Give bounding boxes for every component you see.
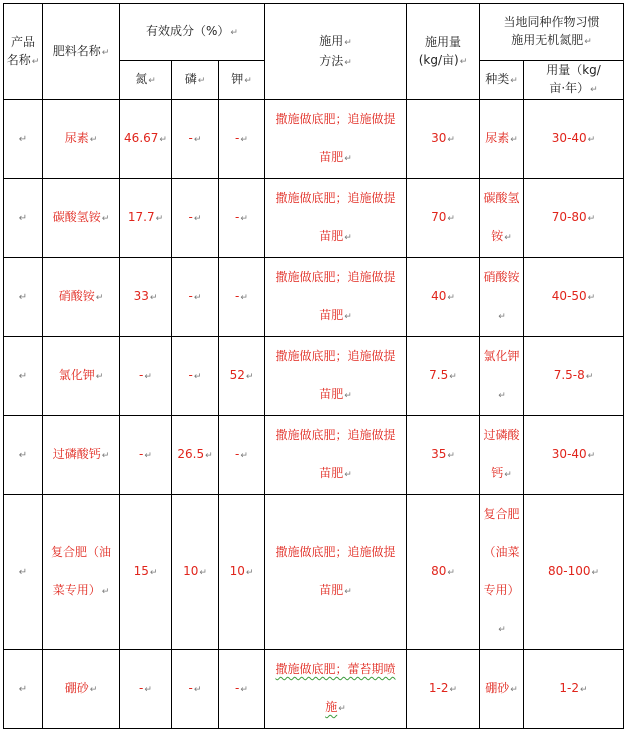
paragraph-mark: ↵ bbox=[587, 135, 596, 145]
k-value: - bbox=[235, 131, 240, 145]
fertilizer-name-cell bbox=[43, 337, 120, 416]
product-name-cell bbox=[4, 179, 43, 258]
phosphorus-cell bbox=[172, 650, 219, 729]
paragraph-mark: ↵ bbox=[18, 449, 28, 461]
paragraph-mark: ↵ bbox=[240, 451, 248, 461]
potassium-cell bbox=[219, 495, 265, 650]
potassium-cell bbox=[219, 416, 265, 495]
paragraph-mark: ↵ bbox=[193, 214, 202, 224]
application-method-cell bbox=[265, 179, 407, 258]
phosphorus-cell bbox=[172, 100, 219, 179]
table-row bbox=[4, 650, 624, 729]
application-method: 苗肥 bbox=[319, 308, 344, 322]
paragraph-mark: ↵ bbox=[155, 214, 164, 224]
paragraph-mark: ↵ bbox=[449, 372, 457, 382]
header-type: 种类↵ bbox=[480, 61, 524, 100]
paragraph-mark: ↵ bbox=[344, 587, 352, 597]
habit-amount-cell bbox=[524, 495, 624, 650]
paragraph-mark: ↵ bbox=[149, 293, 158, 303]
application-method: 苗肥 bbox=[319, 583, 344, 597]
paragraph-mark: ↵ bbox=[144, 372, 152, 382]
application-method: 撒施做底肥；追施做提 bbox=[275, 270, 396, 284]
header-fertilizer-name: 肥料名称↵ bbox=[43, 4, 120, 100]
application-method: 撒施做底肥；追施做提 bbox=[275, 349, 396, 363]
application-method: 苗肥 bbox=[319, 229, 344, 243]
habit-type: 复合肥 bbox=[483, 507, 520, 521]
paragraph-mark: ↵ bbox=[240, 135, 248, 145]
paragraph-mark: ↵ bbox=[240, 214, 248, 224]
fertilizer-name: 硼砂 bbox=[64, 681, 89, 695]
habit-type-cell bbox=[480, 495, 524, 650]
application-method-cell bbox=[265, 258, 407, 337]
n-value: - bbox=[139, 447, 144, 461]
application-amount-cell bbox=[407, 416, 480, 495]
application-method-cell bbox=[265, 650, 407, 729]
nitrogen-cell bbox=[120, 179, 172, 258]
table-row bbox=[4, 416, 624, 495]
nitrogen-cell bbox=[120, 258, 172, 337]
paragraph-mark: ↵ bbox=[447, 135, 455, 145]
fertilizer-name-cell bbox=[43, 179, 120, 258]
paragraph-mark: ↵ bbox=[504, 470, 512, 480]
habit-type-cell bbox=[480, 416, 524, 495]
paragraph-mark: ↵ bbox=[447, 214, 455, 224]
application-method: 苗肥 bbox=[319, 150, 344, 164]
application-method: 撒施做底肥；追施做提 bbox=[275, 191, 396, 205]
paragraph-mark: ↵ bbox=[245, 568, 254, 578]
header-potassium: 钾↵ bbox=[219, 61, 265, 100]
header-phosphorus: 磷↵ bbox=[172, 61, 219, 100]
habit-type: 碳酸氢 bbox=[483, 191, 520, 205]
n-value: - bbox=[139, 681, 144, 695]
habit-amount: 70-80 bbox=[551, 210, 587, 224]
paragraph-mark: ↵ bbox=[18, 291, 28, 303]
paragraph-mark: ↵ bbox=[447, 293, 455, 303]
paragraph-mark: ↵ bbox=[101, 451, 110, 461]
fertilizer-name-cell bbox=[43, 100, 120, 179]
paragraph-mark: ↵ bbox=[344, 233, 352, 243]
application-method: 苗肥 bbox=[319, 466, 344, 480]
nitrogen-cell bbox=[120, 337, 172, 416]
application-amount: 70 bbox=[431, 210, 447, 224]
paragraph-mark: ↵ bbox=[159, 135, 167, 145]
paragraph-mark: ↵ bbox=[18, 683, 28, 695]
fertilizer-name: 菜专用） bbox=[52, 583, 101, 597]
potassium-cell bbox=[219, 179, 265, 258]
application-method-cell bbox=[265, 416, 407, 495]
paragraph-mark: ↵ bbox=[18, 566, 28, 578]
paragraph-mark: ↵ bbox=[193, 685, 202, 695]
table-row bbox=[4, 100, 624, 179]
application-method: 撒施做底肥；追施做提 bbox=[275, 428, 396, 442]
habit-type-cell bbox=[480, 100, 524, 179]
habit-type: 过磷酸 bbox=[483, 428, 520, 442]
n-value: - bbox=[139, 368, 144, 382]
paragraph-mark: ↵ bbox=[447, 451, 455, 461]
paragraph-mark: ↵ bbox=[591, 568, 600, 578]
fertilizer-name: 复合肥（油 bbox=[50, 545, 111, 559]
k-value: 10 bbox=[229, 564, 245, 578]
fertilizer-name-cell bbox=[43, 495, 120, 650]
product-name-cell bbox=[4, 258, 43, 337]
product-name-cell bbox=[4, 650, 43, 729]
fertilizer-name-cell bbox=[43, 258, 120, 337]
application-amount-cell bbox=[407, 258, 480, 337]
phosphorus-cell bbox=[172, 495, 219, 650]
paragraph-mark: ↵ bbox=[498, 391, 506, 401]
potassium-cell bbox=[219, 650, 265, 729]
table-row bbox=[4, 179, 624, 258]
paragraph-mark: ↵ bbox=[587, 214, 596, 224]
paragraph-mark: ↵ bbox=[338, 704, 346, 714]
paragraph-mark: ↵ bbox=[580, 685, 588, 695]
paragraph-mark: ↵ bbox=[510, 685, 518, 695]
paragraph-mark: ↵ bbox=[498, 625, 506, 635]
habit-type: 铵 bbox=[491, 229, 504, 243]
application-method: 苗肥 bbox=[319, 387, 344, 401]
paragraph-mark: ↵ bbox=[144, 685, 152, 695]
application-method: 撒施做底肥；追施做提 bbox=[275, 112, 396, 126]
product-name-cell bbox=[4, 100, 43, 179]
fertilizer-name: 碳酸氢铵 bbox=[52, 210, 101, 224]
n-value: 17.7 bbox=[127, 210, 155, 224]
paragraph-mark: ↵ bbox=[240, 685, 248, 695]
paragraph-mark: ↵ bbox=[193, 135, 202, 145]
habit-amount: 7.5-8 bbox=[553, 368, 585, 382]
paragraph-mark: ↵ bbox=[344, 312, 352, 322]
paragraph-mark: ↵ bbox=[89, 135, 98, 145]
paragraph-mark: ↵ bbox=[144, 451, 152, 461]
header-application-method: 施用↵ 方法↵ bbox=[265, 4, 407, 100]
phosphorus-cell bbox=[172, 337, 219, 416]
fertilizer-name: 硝酸铵 bbox=[58, 289, 95, 303]
application-amount-cell bbox=[407, 100, 480, 179]
habit-amount-cell bbox=[524, 337, 624, 416]
p-value: 26.5 bbox=[177, 447, 205, 461]
application-amount: 35 bbox=[431, 447, 447, 461]
application-method: 施 bbox=[325, 700, 338, 714]
paragraph-mark: ↵ bbox=[18, 133, 28, 145]
paragraph-mark: ↵ bbox=[193, 372, 202, 382]
fertilizer-table bbox=[3, 3, 624, 729]
paragraph-mark: ↵ bbox=[18, 370, 28, 382]
paragraph-mark: ↵ bbox=[245, 372, 254, 382]
application-amount: 80 bbox=[431, 564, 447, 578]
paragraph-mark: ↵ bbox=[449, 685, 458, 695]
habit-type: 尿素 bbox=[485, 131, 510, 145]
paragraph-mark: ↵ bbox=[101, 214, 110, 224]
product-name-cell bbox=[4, 416, 43, 495]
application-amount: 1-2 bbox=[428, 681, 449, 695]
paragraph-mark: ↵ bbox=[587, 451, 596, 461]
habit-type-cell bbox=[480, 258, 524, 337]
paragraph-mark: ↵ bbox=[205, 451, 213, 461]
header-amount: 用量（kg/ 亩·年）↵ bbox=[524, 61, 624, 100]
application-method-cell bbox=[265, 495, 407, 650]
table-row bbox=[4, 337, 624, 416]
habit-amount: 30-40 bbox=[551, 131, 587, 145]
p-value: 10 bbox=[183, 564, 199, 578]
habit-amount: 30-40 bbox=[551, 447, 587, 461]
habit-amount-cell bbox=[524, 258, 624, 337]
paragraph-mark: ↵ bbox=[344, 391, 352, 401]
p-value: - bbox=[188, 210, 193, 224]
nitrogen-cell bbox=[120, 100, 172, 179]
n-value: 33 bbox=[133, 289, 149, 303]
p-value: - bbox=[188, 681, 193, 695]
paragraph-mark: ↵ bbox=[585, 372, 594, 382]
paragraph-mark: ↵ bbox=[344, 470, 352, 480]
habit-type: 硝酸铵 bbox=[483, 270, 520, 284]
application-method: 撒施做底肥；蕾苔期喷 bbox=[275, 662, 396, 676]
nitrogen-cell bbox=[120, 495, 172, 650]
table-row bbox=[4, 495, 624, 650]
p-value: - bbox=[188, 368, 193, 382]
application-amount-cell bbox=[407, 179, 480, 258]
paragraph-mark: ↵ bbox=[199, 568, 207, 578]
table-row bbox=[4, 258, 624, 337]
habit-amount: 80-100 bbox=[547, 564, 591, 578]
fertilizer-name-cell bbox=[43, 416, 120, 495]
phosphorus-cell bbox=[172, 416, 219, 495]
application-amount: 40 bbox=[431, 289, 447, 303]
application-method-cell bbox=[265, 100, 407, 179]
paragraph-mark: ↵ bbox=[240, 293, 248, 303]
phosphorus-cell bbox=[172, 258, 219, 337]
product-name-cell bbox=[4, 337, 43, 416]
application-amount: 7.5 bbox=[429, 368, 449, 382]
paragraph-mark: ↵ bbox=[89, 685, 98, 695]
n-value: 46.67 bbox=[124, 131, 159, 145]
nitrogen-cell bbox=[120, 416, 172, 495]
n-value: 15 bbox=[133, 564, 149, 578]
application-amount: 30 bbox=[431, 131, 447, 145]
p-value: - bbox=[188, 131, 193, 145]
habit-type: （油菜 bbox=[483, 545, 520, 559]
phosphorus-cell bbox=[172, 179, 219, 258]
application-amount-cell bbox=[407, 495, 480, 650]
application-amount-cell bbox=[407, 650, 480, 729]
paragraph-mark: ↵ bbox=[18, 212, 28, 224]
fertilizer-name: 过磷酸钙 bbox=[52, 447, 101, 461]
habit-type-cell bbox=[480, 179, 524, 258]
fertilizer-name: 氯化钾 bbox=[58, 368, 95, 382]
paragraph-mark: ↵ bbox=[504, 233, 512, 243]
habit-amount-cell bbox=[524, 179, 624, 258]
habit-amount-cell bbox=[524, 416, 624, 495]
k-value: - bbox=[235, 210, 240, 224]
habit-amount: 40-50 bbox=[551, 289, 587, 303]
potassium-cell bbox=[219, 337, 265, 416]
habit-amount: 1-2 bbox=[559, 681, 580, 695]
header-product-name: 产品 名称↵ bbox=[4, 4, 43, 100]
header-nitrogen: 氮↵ bbox=[120, 61, 172, 100]
habit-type-cell bbox=[480, 337, 524, 416]
k-value: - bbox=[235, 447, 240, 461]
fertilizer-name: 尿素 bbox=[64, 131, 89, 145]
paragraph-mark: ↵ bbox=[587, 293, 596, 303]
paragraph-mark: ↵ bbox=[95, 372, 104, 382]
paragraph-mark: ↵ bbox=[344, 154, 352, 164]
potassium-cell bbox=[219, 258, 265, 337]
application-method: 撒施做底肥；追施做提 bbox=[275, 545, 396, 559]
application-amount-cell bbox=[407, 337, 480, 416]
habit-type: 专用） bbox=[483, 583, 520, 597]
header-local-habit: 当地同种作物习惯 施用无机氮肥↵ bbox=[480, 4, 624, 61]
product-name-cell bbox=[4, 495, 43, 650]
habit-type: 硼砂 bbox=[485, 681, 510, 695]
paragraph-mark: ↵ bbox=[101, 587, 110, 597]
k-value: - bbox=[235, 289, 240, 303]
paragraph-mark: ↵ bbox=[447, 568, 455, 578]
fertilizer-name-cell bbox=[43, 650, 120, 729]
k-value: 52 bbox=[229, 368, 245, 382]
k-value: - bbox=[235, 681, 240, 695]
potassium-cell bbox=[219, 100, 265, 179]
habit-amount-cell bbox=[524, 650, 624, 729]
paragraph-mark: ↵ bbox=[510, 135, 518, 145]
habit-type-cell bbox=[480, 650, 524, 729]
header-row-1 bbox=[4, 4, 624, 61]
p-value: - bbox=[188, 289, 193, 303]
paragraph-mark: ↵ bbox=[498, 312, 506, 322]
habit-amount-cell bbox=[524, 100, 624, 179]
nitrogen-cell bbox=[120, 650, 172, 729]
header-effective-content: 有效成分（%）↵ bbox=[120, 4, 265, 61]
paragraph-mark: ↵ bbox=[149, 568, 158, 578]
habit-type: 钙 bbox=[491, 466, 504, 480]
paragraph-mark: ↵ bbox=[95, 293, 104, 303]
application-method-cell bbox=[265, 337, 407, 416]
header-application-amount: 施用量 (kg/亩)↵ bbox=[407, 4, 480, 100]
paragraph-mark: ↵ bbox=[193, 293, 202, 303]
habit-type: 氯化钾 bbox=[483, 349, 520, 363]
